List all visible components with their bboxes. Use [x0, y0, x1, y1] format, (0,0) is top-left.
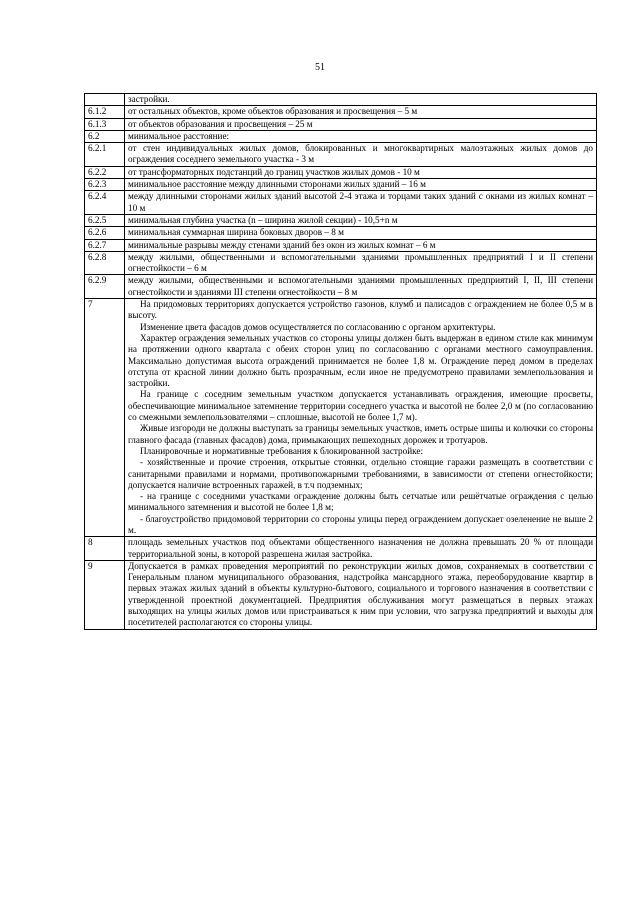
table-row [85, 94, 597, 106]
table-row [85, 166, 597, 178]
paragraph: между жилыми, общественными и вспомогательными зданиями промышленных предприятий I, II, III степени огнестойкости и зданиями III степени огнестойкости – 8 м [128, 275, 593, 297]
table-row [85, 143, 597, 167]
paragraph: На границе с соседним земельным участком допускается устанавливать ограждения, имеющие просветы, обеспечивающие минимальное затемнение территории соседнего участка и высотой не более 2,0 м (по согласованию со смежными землепользователями – сплошные, высотой не более 1,7 м). [128, 389, 593, 423]
row-number: 7 [85, 299, 125, 537]
table-row [85, 239, 597, 251]
row-number [85, 94, 125, 106]
paragraph: Характер ограждения земельных участков со стороны улицы должен быть выдержан в едином стиле как минимум на протяжении одного квартала с обеих сторон улиц по согласованию с органами местного самоуправления. Максимально допустимая высота ограждений принимается не более 1,8 м. Ограждение перед домом в пределах отступа от красной линии должно быть прозрачным, если иное не предусмотрено правилами землепользования и застройки. [128, 332, 593, 389]
row-text [125, 227, 597, 239]
paragraph: минимальное расстояние: [128, 130, 230, 141]
regulations-table [84, 93, 597, 630]
row-number: 6.2.6 [85, 227, 125, 239]
table-row [85, 179, 597, 191]
table-row [85, 251, 597, 275]
paragraph: Планировочные и нормативные требования к блокированной застройке: [140, 445, 424, 456]
paragraph: минимальная глубина участка (n – ширина жилой секции) - 10,5+n м [128, 214, 398, 225]
row-number: 6.2.1 [85, 143, 125, 167]
row-text [125, 560, 597, 629]
paragraph: между длинными сторонами жилых зданий высотой 2-4 этажа и торцами таких зданий с окнами из жилых комнат – 10 м [128, 191, 593, 213]
row-text [125, 179, 597, 191]
row-text [125, 275, 597, 299]
paragraph: Допускается в рамках проведения мероприятий по реконструкции жилых домов, сохраняемых в соответствии с Генеральным планом муниципального образования, надстройка мансардного этажа, переоборудование квартир в первых этажах жилых зданий в объекты культурно-бытового, социального и торгового назначения в соответствии с утвержденной проектной документацией. Предприятия обслуживания могут размещаться в первых этажах выходящих на улицы жилых домов или пристраиваться к ним при условии, что загрузка предприятий и выходы для посетителей располагаются со стороны улицы. [128, 560, 593, 628]
regulations-table-body [85, 94, 597, 630]
row-text [125, 214, 597, 226]
table-row [85, 560, 597, 629]
table-row [85, 299, 597, 537]
paragraph: - хозяйственные и прочие строения, открытые стоянки, отдельно стоящие гаражи размещать в соответствии с санитарными правилами и нормами, противопожарными требованиями, в зависимости от степени огнестойкости; допускается наличие встроенных гаражей, в т.ч подземных; [128, 457, 593, 490]
row-number: 6.2.5 [85, 214, 125, 226]
row-text [125, 106, 597, 118]
row-text [125, 166, 597, 178]
row-number: 6.2.2 [85, 166, 125, 178]
row-number: 6.2.7 [85, 239, 125, 251]
paragraph: от остальных объектов, кроме объектов образования и просвещения – 5 м [128, 106, 418, 117]
table-row [85, 191, 597, 215]
table-row [85, 214, 597, 226]
row-number: 9 [85, 560, 125, 629]
paragraph: - на границе с соседними участками ограждение должны быть сетчатые или решётчатые ограждения с целью минимального затемнения и высотой не более 1,8 м; [128, 491, 593, 513]
row-text [125, 118, 597, 130]
paragraph: минимальное расстояние между длинными сторонами жилых зданий – 16 м [128, 179, 426, 190]
paragraph: от трансформаторных подстанций до границ участков жилых домов - 10 м [128, 166, 420, 177]
row-text [125, 191, 597, 215]
row-text [125, 299, 597, 537]
paragraph: от стен индивидуальных жилых домов, блокированных и многоквартирных малоэтажных жилых домов до ограждения соседнего земельного участка - 3 м [128, 143, 593, 165]
table-row [85, 130, 597, 142]
row-number: 6.1.3 [85, 118, 125, 130]
table-row [85, 537, 597, 561]
paragraph: Изменение цвета фасадов домов осуществляется по согласованию с органом архитектуры. [140, 321, 496, 332]
row-number: 6.2.8 [85, 251, 125, 275]
row-text [125, 130, 597, 142]
table-row [85, 227, 597, 239]
table-row [85, 106, 597, 118]
paragraph: от объектов образования и просвещения – 25 м [128, 118, 313, 129]
row-number: 6.2 [85, 130, 125, 142]
paragraph: минимальные разрывы между стенами зданий без окон из жилых комнат – 6 м [128, 239, 436, 250]
paragraph: минимальная суммарная ширина боковых дворов – 8 м [128, 227, 344, 238]
row-number: 6.2.3 [85, 179, 125, 191]
row-number: 6.2.9 [85, 275, 125, 299]
page-number: 51 [315, 62, 325, 73]
row-text [125, 143, 597, 167]
table-row [85, 275, 597, 299]
row-text [125, 251, 597, 275]
row-text [125, 94, 597, 106]
row-text [125, 239, 597, 251]
row-text [125, 537, 597, 561]
row-number: 6.2.4 [85, 191, 125, 215]
paragraph: между жилыми, общественными и вспомогательными зданиями промышленных предприятий I и II степени огнестойкости – 6 м [128, 251, 593, 274]
paragraph: застройки. [128, 94, 170, 104]
row-number: 6.1.2 [85, 106, 125, 118]
paragraph: На придомовых территориях допускается устройство газонов, клумб и палисадов с ограждением не более 0,5 м в высоту. [128, 299, 593, 321]
table-row [85, 118, 597, 130]
paragraph: - благоустройство придомовой территории со стороны улицы перед ограждением допускает озеленение не выше 2 м. [128, 513, 593, 535]
row-number: 8 [85, 537, 125, 561]
paragraph: площадь земельных участков под объектами общественного назначения не должна превышать 20 % от площади территориальной зоны, в которой разрешена жилая застройка. [128, 537, 593, 559]
paragraph: Живые изгороди не должны выступать за границы земельных участков, иметь острые шипы и колючки со стороны главного фасада (главных фасадов) дома, примыкающих пешеходных дорожек и тротуаров. [128, 423, 593, 445]
